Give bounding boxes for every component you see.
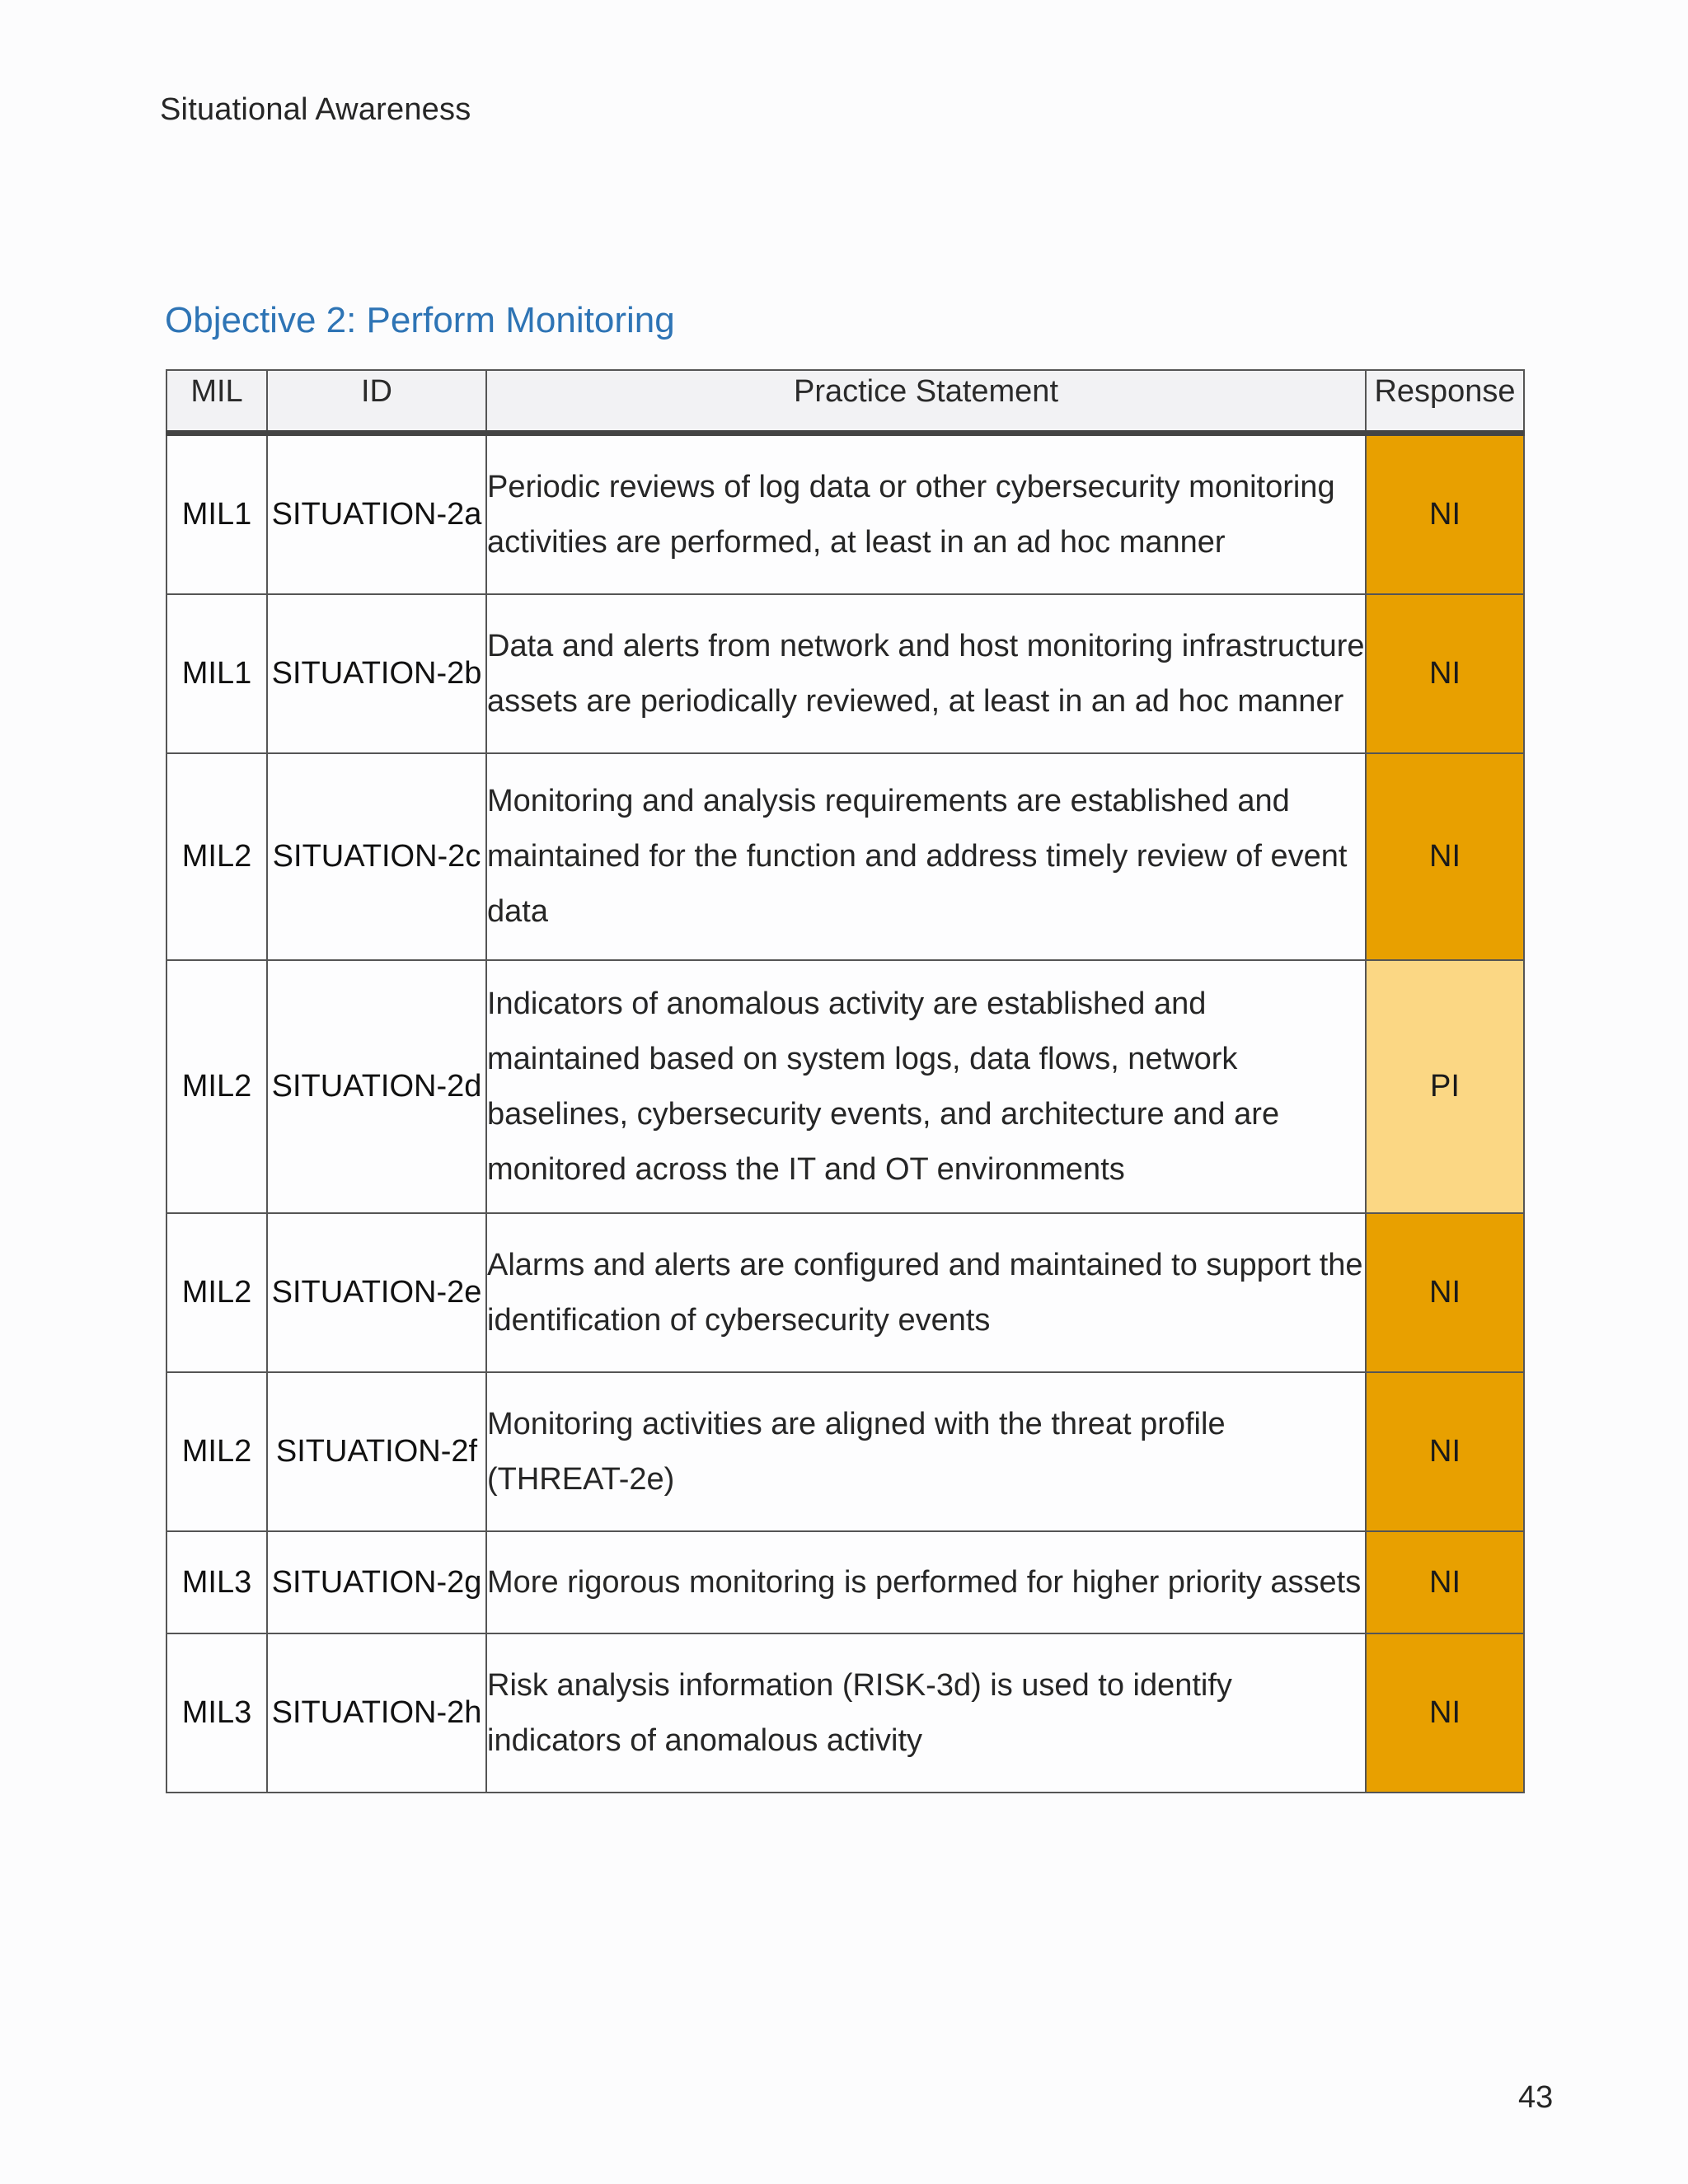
response-cell: NI xyxy=(1366,594,1524,753)
practice-statement-cell: Risk analysis information (RISK-3d) is used to identify indicators of anomalous activity xyxy=(486,1633,1366,1793)
practice-id-cell: SITUATION-2b xyxy=(267,594,486,753)
practice-statement-cell: Alarms and alerts are configured and maintained to support the identification of cybersecurity events xyxy=(486,1213,1366,1372)
mil-level-cell: MIL1 xyxy=(166,434,267,595)
mil-level-cell: MIL3 xyxy=(166,1633,267,1793)
column-header-mil: MIL xyxy=(166,370,267,434)
practice-id-cell: SITUATION-2a xyxy=(267,434,486,595)
practice-id-cell: SITUATION-2f xyxy=(267,1372,486,1531)
mil-level-cell: MIL2 xyxy=(166,753,267,960)
response-cell: NI xyxy=(1366,1531,1524,1633)
mil-level-cell: MIL2 xyxy=(166,1213,267,1372)
practice-id-cell: SITUATION-2e xyxy=(267,1213,486,1372)
page-number: 43 xyxy=(1518,2080,1554,2115)
response-cell: NI xyxy=(1366,1213,1524,1372)
practice-id-cell: SITUATION-2g xyxy=(267,1531,486,1633)
practice-table xyxy=(166,369,1525,1793)
table-row xyxy=(166,1372,1524,1531)
table-row xyxy=(166,753,1524,960)
response-cell: NI xyxy=(1366,434,1524,595)
practice-id-cell: SITUATION-2c xyxy=(267,753,486,960)
column-header-statement: Practice Statement xyxy=(486,370,1366,434)
table-row xyxy=(166,1531,1524,1633)
table-row xyxy=(166,594,1524,753)
practice-statement-cell: More rigorous monitoring is performed for higher priority assets xyxy=(486,1531,1366,1633)
practice-id-cell: SITUATION-2d xyxy=(267,960,486,1213)
table-header-row xyxy=(166,370,1524,434)
practice-statement-cell: Indicators of anomalous activity are established and maintained based on system logs, data flows, network baselines, cybersecurity events, and architecture and are monitored across the IT and OT environments xyxy=(486,960,1366,1213)
objective-title: Objective 2: Perform Monitoring xyxy=(165,300,675,340)
table-row xyxy=(166,960,1524,1213)
response-cell: NI xyxy=(1366,753,1524,960)
practice-id-cell: SITUATION-2h xyxy=(267,1633,486,1793)
practice-statement-cell: Monitoring activities are aligned with the threat profile (THREAT-2e) xyxy=(486,1372,1366,1531)
table-row xyxy=(166,1633,1524,1793)
response-cell: NI xyxy=(1366,1633,1524,1793)
response-cell: PI xyxy=(1366,960,1524,1213)
practice-statement-cell: Data and alerts from network and host monitoring infrastructure assets are periodically reviewed, at least in an ad hoc manner xyxy=(486,594,1366,753)
section-header: Situational Awareness xyxy=(160,92,471,127)
mil-level-cell: MIL2 xyxy=(166,1372,267,1531)
table-row xyxy=(166,434,1524,595)
mil-level-cell: MIL1 xyxy=(166,594,267,753)
practice-statement-cell: Periodic reviews of log data or other cybersecurity monitoring activities are performed, at least in an ad hoc manner xyxy=(486,434,1366,595)
column-header-response: Response xyxy=(1366,370,1524,434)
mil-level-cell: MIL3 xyxy=(166,1531,267,1633)
column-header-id: ID xyxy=(267,370,486,434)
mil-level-cell: MIL2 xyxy=(166,960,267,1213)
table-row xyxy=(166,1213,1524,1372)
practice-statement-cell: Monitoring and analysis requirements are established and maintained for the function and address timely review of event data xyxy=(486,753,1366,960)
response-cell: NI xyxy=(1366,1372,1524,1531)
